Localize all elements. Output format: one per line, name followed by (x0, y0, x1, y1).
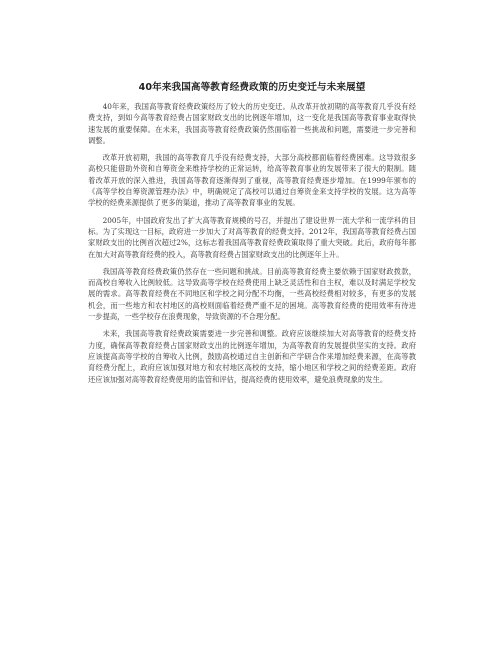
paragraph-2: 改革开放初期，我国的高等教育几乎没有经费支持，大部分高校都面临着经费困难。这导致很多高校只能借助外资和自筹资金来维持学校的正常运转，给高等教育事业的发展带来了很大的限制。随着改革开放的深入推进，我国高等教育逐渐得到了重视，高等教育经费逐步增加。在1999年颁布的《高等学校自筹资源管理办法》中，明确规定了高校可以通过自筹资金来支持学校的发展。这为高等学校的经费来源提供了更多的渠道，推动了高等教育事业的发展。 (88, 153, 416, 208)
paragraph-1: 40年来，我国高等教育经费政策经历了较大的历史变迁。从改革开放初期的高等教育几乎没有经费支持，到如今高等教育经费占国家财政支出的比例逐年增加，这一变化是我国高等教育事业取得快速发展的重要保障。在未来，我国高等教育经费政策仍然面临着一些挑战和问题，需要进一步完善和调整。 (88, 102, 416, 145)
paragraph-3: 2005年，中国政府发出了扩大高等教育规模的号召，并提出了建设世界一流大学和一流学科的目标。为了实现这一目标，政府进一步加大了对高等教育的经费支持。2012年，我国高等教育经费占国家财政支出的比例首次超过2%，这标志着我国高等教育经费政策取得了重大突破。此后，政府每年都在加大对高等教育经费的投入，高等教育经费占国家财政支出的比例逐年上升。 (88, 215, 416, 259)
paragraph-5: 未来，我国高等教育经费政策需要进一步完善和调整。政府应该继续加大对高等教育的经费支持力度，确保高等教育经费占国家财政支出的比例逐年增加，为高等教育的发展提供坚实的支持。政府应该提高高等学校的自筹收入比例，鼓励高校通过自主创新和产学研合作来增加经费来源，在高等教育经费分配上，政府应该加强对地方和农村地区高校的支持，缩小地区和学校之间的经费差距。政府还应该加强对高等教育经费使用的监管和评估，提高经费的使用效率，避免浪费现象的发生。 (88, 329, 416, 384)
paragraph-4: 我国高等教育经费政策仍然存在一些问题和挑战。目前高等教育经费主要依赖于国家财政拨款，而高校自筹收入比例较低。这导致高等学校在经费使用上缺乏灵活性和自主权，难以及时满足学校发展的需求。高等教育经费在不同地区和学校之间分配不均衡，一些高校经费相对较多，有更多的发展机会，而一些地方和农村地区的高校则面临着经费严重不足的困境。高等教育经费的使用效率有待进一步提高，一些学校存在浪费现象，导致资源的不合理分配。 (88, 266, 416, 322)
document-title: 40年来我国高等教育经费政策的历史变迁与未来展望 (138, 82, 366, 93)
